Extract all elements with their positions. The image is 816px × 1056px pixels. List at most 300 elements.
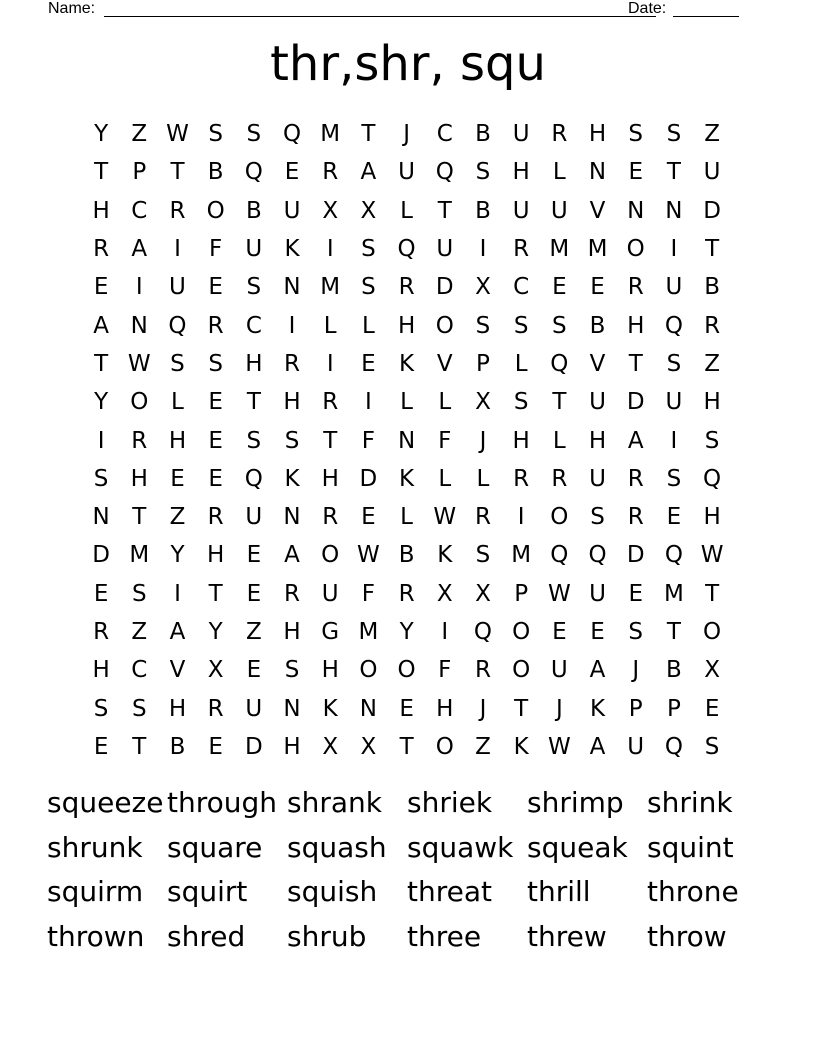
grid-letter: H <box>512 159 530 186</box>
grid-letter: T <box>208 580 223 607</box>
grid-letter: K <box>513 733 529 760</box>
grid-letter: H <box>168 695 187 722</box>
grid-letter: R <box>169 197 186 224</box>
word-list-item: shrub <box>287 919 367 953</box>
date-field[interactable] <box>673 16 739 17</box>
grid-letter: X <box>475 389 491 416</box>
grid-letter: R <box>322 389 339 416</box>
grid-letter: S <box>93 465 109 492</box>
grid-letter: A <box>131 236 148 263</box>
grid-letter: P <box>514 580 529 607</box>
grid-letter: S <box>475 312 491 339</box>
grid-letter: O <box>359 657 378 684</box>
grid-letter: T <box>437 197 452 224</box>
grid-letter: M <box>549 236 570 263</box>
grid-letter: Q <box>397 236 416 263</box>
grid-letter: H <box>512 427 530 454</box>
grid-row <box>82 613 732 651</box>
grid-row <box>82 728 732 766</box>
grid-letter: W <box>547 733 571 760</box>
grid-letter: I <box>670 427 678 454</box>
grid-letter: S <box>552 312 567 339</box>
grid-letter: I <box>288 312 296 339</box>
grid-letter: T <box>246 389 261 416</box>
grid-letter: M <box>358 619 379 645</box>
grid-letter: S <box>246 274 262 301</box>
grid-letter: L <box>438 389 452 416</box>
grid-letter: H <box>436 695 454 722</box>
grid-letter: T <box>666 159 681 186</box>
grid-letter: R <box>207 695 224 722</box>
grid-letter: E <box>93 580 109 607</box>
grid-letter: D <box>626 389 645 416</box>
grid-letter: R <box>398 580 415 607</box>
letter-grid <box>82 115 732 766</box>
grid-row <box>82 689 732 727</box>
grid-letter: I <box>174 580 181 607</box>
grid-letter: S <box>170 350 185 377</box>
grid-letter: H <box>245 350 263 377</box>
grid-letter: U <box>589 389 606 416</box>
grid-letter: G <box>321 619 340 645</box>
grid-letter: C <box>245 312 262 339</box>
grid-letter: T <box>399 733 414 760</box>
grid-letter: L <box>514 350 528 377</box>
grid-letter: H <box>283 389 301 416</box>
grid-letter: F <box>361 580 376 607</box>
grid-row <box>82 498 732 536</box>
grid-letter: T <box>705 580 720 607</box>
grid-letter: E <box>208 733 223 760</box>
grid-letter: O <box>435 312 454 339</box>
grid-letter: W <box>700 542 724 569</box>
grid-letter: E <box>361 350 376 377</box>
grid-row <box>82 268 732 306</box>
grid-letter: R <box>207 312 224 339</box>
grid-letter: Z <box>704 121 720 148</box>
grid-letter: O <box>512 657 531 684</box>
grid-letter: H <box>283 733 301 760</box>
grid-letter: Q <box>244 465 263 492</box>
grid-letter: S <box>208 350 223 377</box>
grid-letter: P <box>666 695 681 722</box>
word-list-item: squish <box>287 875 378 908</box>
grid-letter: L <box>361 312 375 339</box>
grid-letter: U <box>436 236 454 263</box>
grid-letter: U <box>245 695 263 722</box>
grid-letter: V <box>436 350 453 377</box>
grid-letter: X <box>704 657 720 684</box>
grid-letter: R <box>322 159 339 186</box>
grid-letter: U <box>245 236 263 263</box>
grid-letter: R <box>284 580 301 607</box>
grid-letter: Z <box>169 504 186 531</box>
grid-letter: S <box>361 236 376 263</box>
word-list-item: shrimp <box>527 786 624 819</box>
grid-letter: U <box>703 159 721 186</box>
grid-row <box>82 460 732 498</box>
grid-letter: S <box>666 465 682 492</box>
grid-letter: O <box>397 657 416 684</box>
grid-letter: Z <box>704 350 720 377</box>
grid-letter: M <box>320 121 341 148</box>
word-list-item: squirm <box>47 875 144 908</box>
grid-letter: N <box>130 312 148 339</box>
grid-letter: U <box>550 657 568 684</box>
grid-letter: H <box>703 504 721 531</box>
grid-letter: R <box>551 465 568 492</box>
grid-letter: I <box>326 236 334 263</box>
grid-letter: S <box>475 542 491 569</box>
name-label: Name: <box>48 0 96 17</box>
grid-letter: J <box>555 695 563 722</box>
grid-letter: J <box>632 657 640 684</box>
grid-letter: S <box>93 695 109 722</box>
grid-letter: S <box>284 657 300 684</box>
grid-letter: L <box>171 389 184 416</box>
grid-letter: O <box>512 619 531 645</box>
grid-letter: C <box>436 121 453 148</box>
word-list <box>47 781 767 959</box>
word-list-item: three <box>407 919 482 953</box>
grid-letter: E <box>208 274 223 301</box>
grid-letter: R <box>93 619 110 645</box>
grid-letter: E <box>666 504 682 531</box>
grid-letter: E <box>590 274 605 301</box>
grid-letter: N <box>627 197 645 224</box>
grid-letter: H <box>130 465 148 492</box>
grid-letter: E <box>208 389 223 416</box>
grid-letter: S <box>131 580 147 607</box>
grid-letter: A <box>169 619 186 645</box>
date-label: Date: <box>628 0 667 17</box>
grid-letter: I <box>97 427 105 454</box>
grid-letter: A <box>284 542 300 569</box>
grid-letter: T <box>514 695 529 722</box>
word-list-item: threw <box>527 919 607 953</box>
grid-letter: T <box>323 427 338 454</box>
grid-letter: E <box>361 504 376 531</box>
grid-letter: E <box>93 274 109 301</box>
grid-row <box>82 383 732 421</box>
grid-letter: K <box>399 465 415 492</box>
grid-letter: X <box>475 274 491 301</box>
header <box>48 0 748 20</box>
grid-letter: E <box>246 542 262 569</box>
grid-letter: H <box>207 542 225 569</box>
grid-letter: A <box>627 427 644 454</box>
grid-letter: V <box>169 657 186 684</box>
grid-letter: D <box>244 733 263 760</box>
grid-row <box>82 115 732 153</box>
grid-letter: N <box>359 695 378 722</box>
grid-letter: S <box>246 427 262 454</box>
grid-letter: Y <box>208 619 223 645</box>
word-list-item: throw <box>647 919 727 953</box>
grid-letter: N <box>283 504 301 531</box>
grid-letter: M <box>320 274 341 301</box>
grid-letter: S <box>590 504 605 531</box>
grid-letter: S <box>666 350 682 377</box>
grid-letter: Q <box>244 159 263 186</box>
word-list-item: throne <box>647 875 739 908</box>
grid-letter: P <box>476 350 490 377</box>
grid-row <box>82 421 732 459</box>
grid-letter: E <box>246 580 262 607</box>
grid-letter: H <box>588 427 607 454</box>
grid-letter: S <box>475 159 491 186</box>
grid-letter: B <box>704 274 720 301</box>
grid-letter: H <box>92 197 110 224</box>
grid-letter: N <box>588 159 607 186</box>
grid-letter: N <box>283 695 301 722</box>
grid-letter: B <box>666 657 682 684</box>
grid-letter: R <box>93 236 110 263</box>
grid-letter: U <box>512 121 530 148</box>
grid-letter: K <box>284 236 300 263</box>
grid-row <box>82 153 732 191</box>
grid-letter: Q <box>588 542 607 569</box>
grid-row <box>82 536 732 574</box>
grid-letter: U <box>665 274 683 301</box>
grid-letter: U <box>665 389 683 416</box>
grid-row <box>82 306 732 344</box>
grid-letter: B <box>207 159 224 186</box>
grid-letter: S <box>513 389 529 416</box>
grid-letter: I <box>174 236 181 263</box>
grid-letter: E <box>208 427 223 454</box>
word-list-item: shrunk <box>47 830 143 864</box>
grid-letter: K <box>284 465 300 492</box>
grid-letter: H <box>627 312 645 339</box>
word-list-item: squash <box>287 830 387 864</box>
grid-letter: T <box>132 504 147 531</box>
grid-letter: S <box>704 427 720 454</box>
grid-letter: Q <box>282 121 302 148</box>
grid-letter: R <box>513 465 530 492</box>
grid-letter: R <box>131 427 148 454</box>
grid-letter: U <box>589 580 606 607</box>
grid-letter: R <box>207 504 224 531</box>
grid-row <box>82 575 732 613</box>
grid-letter: H <box>321 657 339 684</box>
grid-letter: N <box>283 274 301 301</box>
grid-letter: N <box>92 504 110 531</box>
grid-letter: D <box>626 542 645 569</box>
grid-letter: O <box>206 197 225 224</box>
grid-letter: Y <box>94 389 109 416</box>
grid-letter: B <box>475 121 491 148</box>
grid-letter: S <box>513 312 529 339</box>
grid-letter: V <box>589 350 606 377</box>
grid-letter: F <box>438 657 452 684</box>
grid-letter: V <box>589 197 606 224</box>
word-list-item: squawk <box>407 830 514 864</box>
grid-letter: R <box>474 504 491 531</box>
grid-letter: B <box>245 197 262 224</box>
grid-letter: T <box>705 236 720 263</box>
grid-letter: R <box>398 274 415 301</box>
grid-letter: L <box>476 465 490 492</box>
grid-letter: E <box>246 657 262 684</box>
grid-letter: U <box>245 504 263 531</box>
grid-row <box>82 230 732 268</box>
grid-letter: Q <box>550 350 569 377</box>
grid-letter: T <box>94 159 109 186</box>
grid-letter: L <box>400 504 413 531</box>
grid-letter: Y <box>399 619 414 645</box>
grid-letter: M <box>511 542 532 569</box>
grid-letter: L <box>400 389 413 416</box>
word-list-item: shriek <box>407 786 493 819</box>
grid-letter: R <box>627 465 644 492</box>
grid-letter: E <box>170 465 185 492</box>
grid-letter: R <box>551 121 568 148</box>
grid-letter: A <box>589 733 606 760</box>
grid-letter: I <box>479 236 487 263</box>
grid-letter: H <box>92 657 110 684</box>
grid-letter: K <box>589 695 606 722</box>
grid-letter: W <box>357 542 380 569</box>
grid-letter: N <box>397 427 416 454</box>
grid-letter: E <box>399 695 414 722</box>
grid-letter: Q <box>550 542 569 569</box>
word-list-item: squeak <box>527 830 628 864</box>
grid-letter: Q <box>703 465 722 492</box>
grid-letter: D <box>435 274 454 301</box>
name-field[interactable] <box>104 16 656 17</box>
grid-letter: L <box>400 197 413 224</box>
word-list-item: through <box>167 786 278 819</box>
grid-letter: T <box>94 350 109 377</box>
grid-letter: S <box>284 427 300 454</box>
grid-letter: X <box>360 733 377 760</box>
grid-letter: I <box>326 350 334 377</box>
grid-letter: E <box>628 580 643 607</box>
grid-letter: L <box>438 465 452 492</box>
grid-letter: C <box>513 274 530 301</box>
grid-letter: E <box>93 733 109 760</box>
grid-letter: K <box>322 695 338 722</box>
grid-letter: U <box>512 197 530 224</box>
word-list-item: square <box>167 830 263 864</box>
grid-letter: S <box>208 121 223 148</box>
grid-letter: X <box>322 197 339 224</box>
grid-letter: R <box>704 312 721 339</box>
grid-letter: U <box>169 274 186 301</box>
grid-letter: H <box>397 312 416 339</box>
grid-letter: R <box>513 236 530 263</box>
word-list-item: squint <box>647 830 734 864</box>
grid-letter: U <box>321 580 339 607</box>
grid-letter: X <box>436 580 453 607</box>
grid-letter: I <box>365 389 372 416</box>
grid-letter: F <box>209 236 223 263</box>
grid-letter: R <box>474 657 491 684</box>
grid-letter: I <box>670 236 678 263</box>
grid-letter: J <box>479 427 487 454</box>
grid-letter: H <box>321 465 339 492</box>
grid-letter: L <box>552 159 566 186</box>
grid-letter: L <box>323 312 337 339</box>
grid-letter: Z <box>131 121 148 148</box>
grid-letter: T <box>132 733 147 760</box>
grid-letter: N <box>665 197 683 224</box>
grid-letter: S <box>131 695 147 722</box>
grid-letter: S <box>361 274 376 301</box>
word-list-item: thrill <box>527 875 591 908</box>
grid-letter: I <box>135 274 143 301</box>
grid-letter: Z <box>245 619 262 645</box>
page-title: thr,shr, squ <box>270 36 546 92</box>
grid-letter: O <box>435 733 454 760</box>
grid-letter: E <box>284 159 300 186</box>
grid-letter: O <box>550 504 569 531</box>
grid-letter: E <box>704 695 720 722</box>
grid-letter: B <box>475 197 491 224</box>
grid-letter: S <box>628 619 644 645</box>
grid-letter: P <box>628 695 643 722</box>
grid-letter: F <box>438 427 452 454</box>
grid-letter: E <box>552 619 567 645</box>
grid-letter: U <box>589 465 606 492</box>
grid-letter: H <box>588 121 607 148</box>
grid-letter: R <box>627 504 644 531</box>
grid-letter: D <box>703 197 721 224</box>
grid-letter: B <box>169 733 186 760</box>
grid-letter: I <box>441 619 449 645</box>
grid-letter: W <box>166 121 189 148</box>
grid-letter: P <box>132 159 147 186</box>
grid-letter: M <box>587 236 608 263</box>
grid-letter: T <box>552 389 567 416</box>
grid-letter: T <box>666 619 681 645</box>
grid-letter: L <box>552 427 566 454</box>
word-list-item: shrink <box>647 786 733 819</box>
grid-letter: T <box>628 350 643 377</box>
grid-letter: R <box>322 504 339 531</box>
grid-letter: E <box>552 274 567 301</box>
grid-letter: Q <box>664 733 683 760</box>
grid-letter: Q <box>168 312 187 339</box>
grid-row <box>82 651 732 689</box>
grid-letter: E <box>590 619 605 645</box>
grid-letter: K <box>437 542 453 569</box>
grid-letter: K <box>399 350 415 377</box>
grid-letter: H <box>283 619 301 645</box>
grid-letter: X <box>475 580 491 607</box>
grid-letter: O <box>626 236 645 263</box>
grid-letter: C <box>131 197 148 224</box>
grid-row <box>82 345 732 383</box>
grid-letter: R <box>284 350 301 377</box>
grid-letter: Y <box>94 121 109 148</box>
grid-letter: Q <box>473 619 493 645</box>
grid-letter: T <box>361 121 376 148</box>
grid-letter: S <box>246 121 262 148</box>
grid-letter: U <box>550 197 568 224</box>
grid-letter: B <box>398 542 415 569</box>
word-list-item: shrank <box>287 786 382 819</box>
grid-letter: O <box>321 542 340 569</box>
grid-letter: Q <box>664 542 683 569</box>
word-list-item: squirt <box>167 875 248 908</box>
grid-letter: W <box>433 504 457 531</box>
grid-letter: D <box>92 542 110 569</box>
grid-letter: H <box>168 427 187 454</box>
grid-letter: O <box>130 389 149 416</box>
grid-letter: X <box>360 197 377 224</box>
